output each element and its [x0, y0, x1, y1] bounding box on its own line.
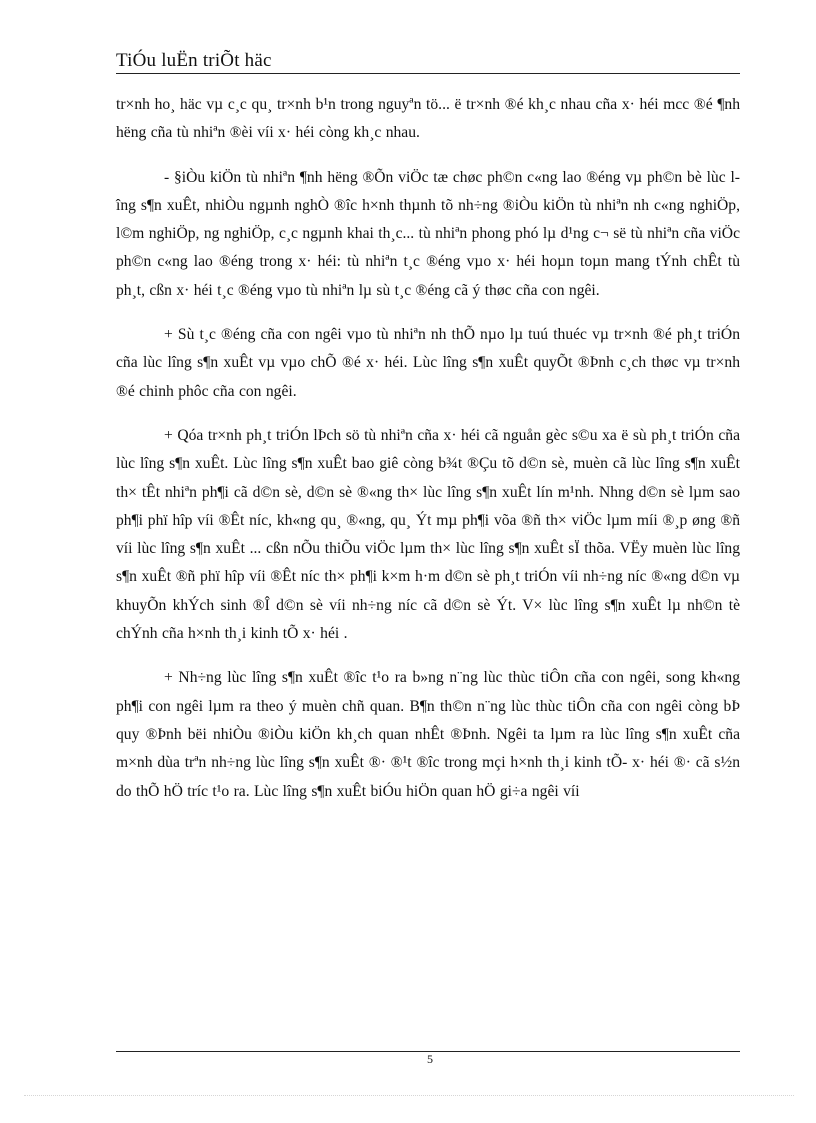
- page-number: 5: [427, 1052, 433, 1066]
- page-header-title: TiÓu luËn triÕt häc: [116, 50, 272, 71]
- paragraph-continuation: tr×nh ho¸ häc vµ c¸c qu¸ tr×nh b¹n trong nguyªn tö... ë tr×nh ®é kh¸c nhau cña x· héi mcc ®é ¶nh hëng cña tù nhiªn ®èi víi x· héi còng kh¸c nhau.: [116, 96, 740, 142]
- page-bottom-border: [24, 1095, 794, 1096]
- paragraph-productive-forces: + Nh÷ng lùc lîng s¶n xuÊt ®îc t¹o ra b»ng n¨ng lùc thùc tiÔn cña con ngêi, song kh«ng ph¶i con ngêi lµm ra theo ý muèn chñ quan. B¶n th©n n¨ng lùc thùc tiÔn cña con ngêi còng bÞ quy ®Þnh bëi nhiÒu ®iÒu kiÖn kh¸ch quan nhÊt ®Þnh. Ngêi ta lµm ra lùc lîng s¶n xuÊt cña m×nh dùa trªn nh÷ng lùc lîng s¶n xuÊt ®· ®¹t ®îc trong mçi h×nh th¸i kinh tÕ- x· héi ®· cã s½n do thÕ hÖ tríc t¹o ra. Lùc lîng s¶n xuÊt biÓu hiÖn quan hÖ gi÷a ngêi víi: [116, 669, 740, 800]
- body-text: [116, 91, 740, 822]
- paragraph-natural-conditions: - §iÒu kiÖn tù nhiªn ¶nh hëng ®Õn viÖc tæ chøc ph©n c«ng lao ®éng vµ ph©n bè lùc lîng s¶n xuÊt, nhiÒu ngµnh nghÒ ®îc h×nh thµnh tõ nh÷ng ®iÒu kiÖn tù nhiªn nh c«ng nghiÖp, l©m nghiÖp, ng nghiÖp, c¸c ngµnh khai th¸c... tù nhiªn phong phó lµ d¹ng c¬ së tù nhiªn cña viÖc ph©n c«ng lao ®éng trong x· héi: tù nhiªn t¸c ®éng vµo x· héi hoµn toµn mang tÝnh chÊt tù ph¸t, cßn x· héi t¸c ®éng vµo tù nhiªn lµ sù t¸c ®éng cã ý thøc cña con ngêi.: [116, 168, 740, 299]
- paragraph-historical-development: + Qóa tr×nh ph¸t triÓn lÞch sö tù nhiªn cña x· héi cã nguån gèc s©u xa ë sù ph¸t triÓn cña lùc lîng s¶n xuÊt. Lùc lîng s¶n xuÊt bao giê còng b¾t ®Çu tõ d©n sè, muèn cã lùc lîng s¶n xuÊt th× tÊt nhiªn ph¶i cã d©n sè, d©n sè ®«ng th× lùc lîng s¶n xuÊt lín m¹nh. Nhng d©n sè lµm sao ph¶i phï hîp víi ®Êt níc, kh«ng qu¸ ®«ng, qu¸ Ýt mµ ph¶i võa ®ñ th× viÖc lµm míi ®¸p øng ®ñ víi lùc lîng s¶n xuÊt ... cßn nÕu thiÕu viÖc lµm th× lùc lîng s¶n xuÊt sÏ thõa. VËy muèn lùc lîng s¶n xuÊt ®ñ phï hîp víi ®Êt níc th× ph¶i k×m h·m d©n sè ph¸t triÓn víi nh÷ng níc ®«ng d©n vµ khuyÕn khÝch sinh ®Î d©n sè víi nh÷ng níc cã d©n sè Ýt. V× lùc lîng s¶n xuÊt lµ nh©n tè chÝnh cña h×nh th¸i kinh tÕ x· héi .: [116, 426, 740, 643]
- header-divider: [116, 73, 740, 74]
- paragraph-human-impact: + Sù t¸c ®éng cña con ngêi vµo tù nhiªn nh thÕ nµo lµ tuú thuéc vµ tr×nh ®é ph¸t triÓn cña lùc lîng s¶n xuÊt vµ vµo chÕ ®é x· héi. Lùc lîng s¶n xuÊt quyÕt ®Þnh c¸ch thøc vµ tr×nh ®é chinh phôc cña con ngêi.: [116, 326, 740, 400]
